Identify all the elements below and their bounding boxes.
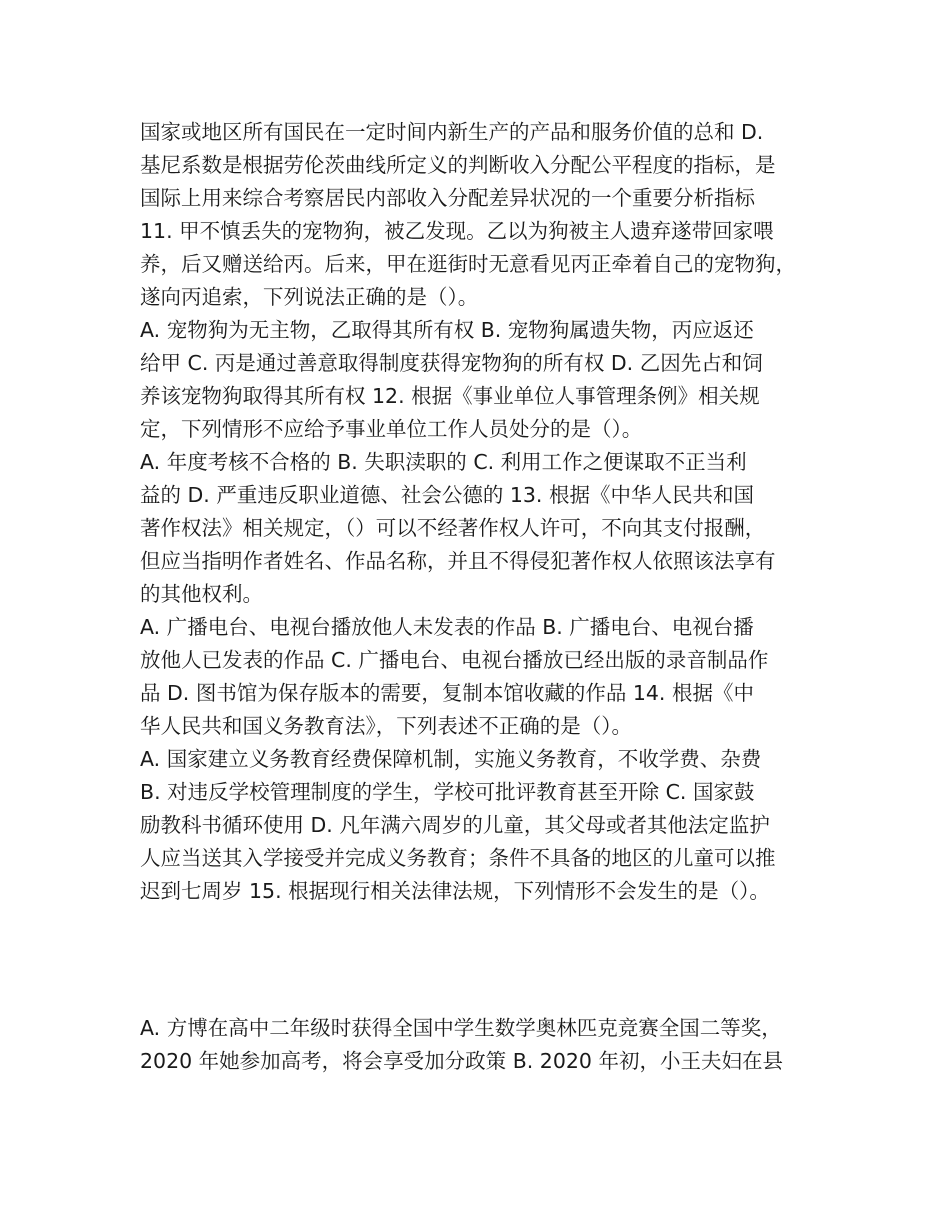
text-line: B. 对违反学校管理制度的学生，学校可批评教育甚至开除 C. 国家鼓 (140, 780, 755, 804)
text-line: A. 宠物狗为无主物，乙取得其所有权 B. 宠物狗属遗失物，丙应返还 (140, 318, 754, 342)
text-line: A. 方博在高中二年级时获得全国中学生数学奥林匹克竞赛全国二等奖， (140, 1016, 782, 1040)
text-line: 著作权法》相关规定，（）可以不经著作权人许可，不向其支付报酬， (140, 516, 766, 540)
text-line: 人应当送其入学接受并完成义务教育；条件不具备的地区的儿童可以推 (140, 846, 776, 870)
text-line: A. 广播电台、电视台播放他人未发表的作品 B. 广播电台、电视台播 (140, 615, 754, 639)
text-line: 11. 甲不慎丢失的宠物狗，被乙发现。乙以为狗被主人遗弃遂带回家喂 (140, 219, 774, 243)
text-line: 给甲 C. 丙是通过善意取得制度获得宠物狗的所有权 D. 乙因先占和饲 (140, 351, 763, 375)
text-line: 国际上用来综合考察居民内部收入分配差异状况的一个重要分析指标 (140, 186, 755, 210)
text-block-continued (140, 1012, 840, 1078)
text-line: 养该宠物狗取得其所有权 12. 根据《事业单位人事管理条例》相关规 (140, 384, 760, 408)
text-line: 2020 年她参加高考，将会享受加分政策 B. 2020 年初，小王夫妇在县 (140, 1049, 783, 1073)
text-line: 益的 D. 严重违反职业道德、社会公德的 13. 根据《中华人民共和国 (140, 483, 754, 507)
text-line: 定，下列情形不应给予事业单位工作人员处分的是（）。 (140, 417, 643, 441)
text-line: 的其他权利。 (140, 582, 263, 606)
text-line: 励教科书循环使用 D. 凡年满六周岁的儿童，其父母或者其他法定监护 (140, 813, 770, 837)
text-line: 基尼系数是根据劳伦茨曲线所定义的判断收入分配公平程度的指标，是 (140, 153, 776, 177)
text-line: 遂向丙追索，下列说法正确的是（）。 (140, 285, 479, 309)
text-line: 品 D. 图书馆为保存版本的需要，复制本馆收藏的作品 14. 根据《中 (140, 681, 754, 705)
text-line: 国家或地区所有国民在一定时间内新生产的产品和服务价值的总和 D. (140, 120, 764, 144)
text-line: 放他人已发表的作品 C. 广播电台、电视台播放已经出版的录音制品作 (140, 648, 769, 672)
text-line: 华人民共和国义务教育法》，下列表述不正确的是（）。 (140, 714, 632, 738)
text-block-main (140, 116, 840, 908)
text-line: A. 年度考核不合格的 B. 失职渎职的 C. 利用工作之便谋取不正当利 (140, 450, 747, 474)
text-line: A. 国家建立义务教育经费保障机制，实施义务教育，不收学费、杂费 (140, 747, 762, 771)
text-line: 养，后又赠送给丙。后来，甲在逛街时无意看见丙正牵着自己的宠物狗， (140, 252, 796, 276)
text-line: 迟到七周岁 15. 根据现行相关法律法规，下列情形不会发生的是（）。 (140, 879, 770, 903)
text-line: 但应当指明作者姓名、作品名称，并且不得侵犯著作权人依照该法享有 (140, 549, 776, 573)
